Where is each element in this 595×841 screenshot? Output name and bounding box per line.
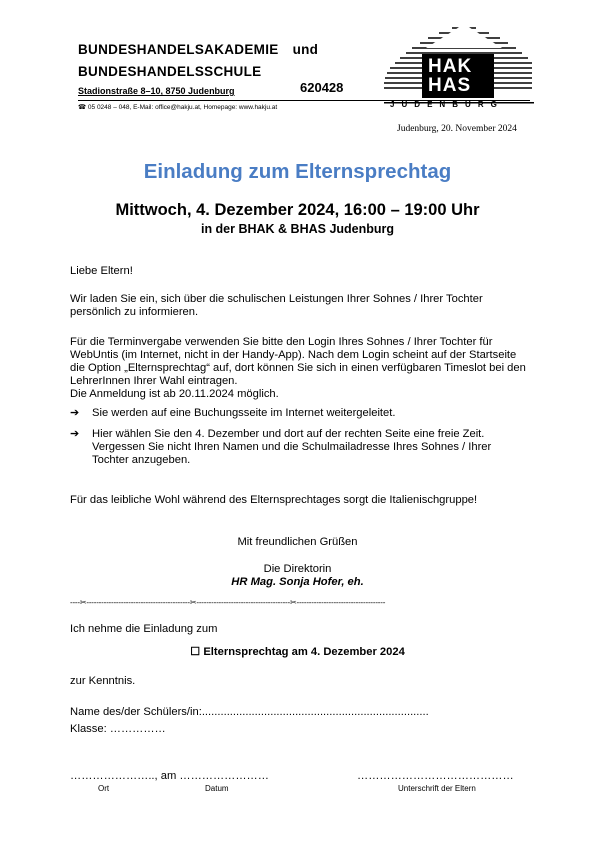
registration-date: Die Anmeldung ist ab 20.11.2024 möglich.	[70, 388, 279, 400]
director-name: HR Mag. Sonja Hofer, eh.	[231, 576, 364, 588]
cut-line: ----✂------------------------------------------✂--------------------------------------✂------------------------------------	[70, 598, 386, 607]
form-intro: Ich nehme die Einladung zum	[70, 623, 218, 635]
closing: Mit freundlichen Grüßen	[237, 536, 358, 548]
booking-paragraph: Für die Terminvergabe verwenden Sie bitte den Login Ihres Sohnes / Ihrer Tochter für WebUntis (im Internet, nicht in der Handy-App). Nach dem Login scheint auf der Startseite die Option „Elternsprechtag“ auf, dort können Sie sich in einen verfügbaren Timeslot bei den LehrerInnen Ihrer Wahl eintragen.	[70, 336, 526, 387]
signature-field[interactable]: ……………………………………	[357, 770, 514, 782]
student-name-field[interactable]: Name des/der Schülers/in:.........................................................................	[70, 706, 429, 718]
page-title: Einladung zum Elternsprechtag	[143, 160, 452, 183]
event-location: in der BHAK & BHAS Judenburg	[200, 222, 395, 236]
label-signature: Unterschrift der Eltern	[398, 784, 476, 793]
school-code: 620428	[300, 80, 344, 95]
instruction-item	[70, 407, 530, 420]
event-datetime: Mittwoch, 4. Dezember 2024, 16:00 – 19:00 Uhr	[115, 201, 480, 219]
date-line: Judenburg, 20. November 2024	[397, 124, 517, 134]
form-acknowledge: zur Kenntnis.	[70, 675, 136, 687]
instruction-item	[70, 428, 530, 467]
catering-note: Für das leibliche Wohl während des Elternsprechtages sorgt die Italienischgruppe!	[70, 494, 478, 506]
class-field[interactable]: Klasse: ……………	[70, 723, 166, 735]
instruction-text: Sie werden auf eine Buchungsseite im Internet weitergeleitet.	[92, 407, 396, 419]
place-date-field[interactable]: ………………….., am ……………………	[70, 770, 269, 782]
school-name-line2: BUNDESHANDELSSCHULE	[78, 64, 262, 79]
instruction-text: Hier wählen Sie den 4. Dezember und dort auf der rechten Seite eine freie Zeit. Vergessen Sie nicht Ihren Namen und die Schulmailadresse Ihres Sohnes / Ihrer Tochter anzugeben.	[92, 428, 492, 466]
logo-has-text: HAS	[428, 75, 472, 96]
intro-paragraph: Wir laden Sie ein, sich über die schulischen Leistungen Ihrer Sohnes / Ihrer Tochter persönlich zu informieren.	[70, 293, 483, 318]
greeting: Liebe Eltern!	[70, 265, 133, 277]
director-title: Die Direktorin	[263, 563, 332, 575]
label-place: Ort	[98, 784, 110, 793]
label-date: Datum	[205, 784, 229, 793]
attendance-checkbox[interactable]: ☐ Elternsprechtag am 4. Dezember 2024	[190, 646, 405, 658]
arrow-right-icon: ➔	[70, 428, 80, 440]
arrow-right-icon: ➔	[70, 407, 80, 419]
school-address: Stadionstraße 8–10, 8750 Judenburg	[78, 86, 235, 96]
school-contact: ☎ 05 0248 – 048, E-Mail: office@hakju.at, Homepage: www.hakju.at	[78, 104, 278, 111]
school-name-line1: BUNDESHANDELSAKADEMIE und	[78, 42, 319, 57]
logo-city: J U D E N B U R G	[390, 100, 500, 109]
logo-hak-text: HAK	[428, 56, 473, 77]
